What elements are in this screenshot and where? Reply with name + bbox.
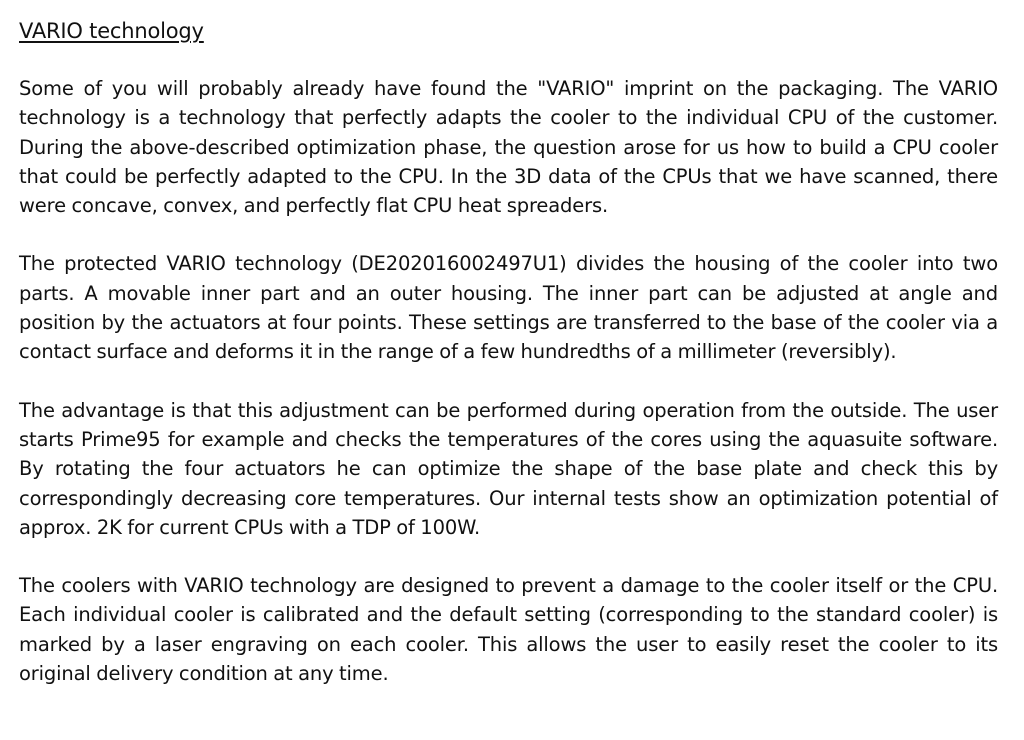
paragraph-advantage: The advantage is that this adjustment can be performed during operation from the outside. The user starts Prime95 for example and checks the temperatures of the cores using the aquasuite software. By rotating the four actuators he can optimize the shape of the base plate and check this by correspondingly decreasing core temperatures. Our internal tests show an optimization potential of approx. 2K for current CPUs with a TDP of 100W. [19,398,998,539]
paragraph-safety-calibration: The coolers with VARIO technology are designed to prevent a damage to the cooler itself or the CPU. Each individual cooler is calibrated and the default setting (corresponding to the standard cooler) is marked by a laser engraving on each cooler. This allows the user to easily reset the cooler to its original delivery condition at any time. [19,574,998,686]
page-title: VARIO technology [19,19,204,43]
document-body [19,16,998,717]
paragraph-intro: Some of you will probably already have found the "VARIO" imprint on the packaging. The VARIO technology is a technology that perfectly adapts the cooler to the individual CPU of the customer. During the above-described optimization phase, the question arose for us how to build a CPU cooler that could be perfectly adapted to the CPU. In the 3D data of the CPUs that we have scanned, there were concave, convex, and perfectly flat CPU heat spreaders. [19,77,998,218]
paragraph-protected-technology: The protected VARIO technology (DE202016002497U1) divides the housing of the cooler into two parts. A movable inner part and an outer housing. The inner part can be adjusted at angle and position by the actuators at four points. These settings are transferred to the base of the cooler via a contact surface and deforms it in the range of a few hundredths of a millimeter (reversibly). [19,252,998,364]
